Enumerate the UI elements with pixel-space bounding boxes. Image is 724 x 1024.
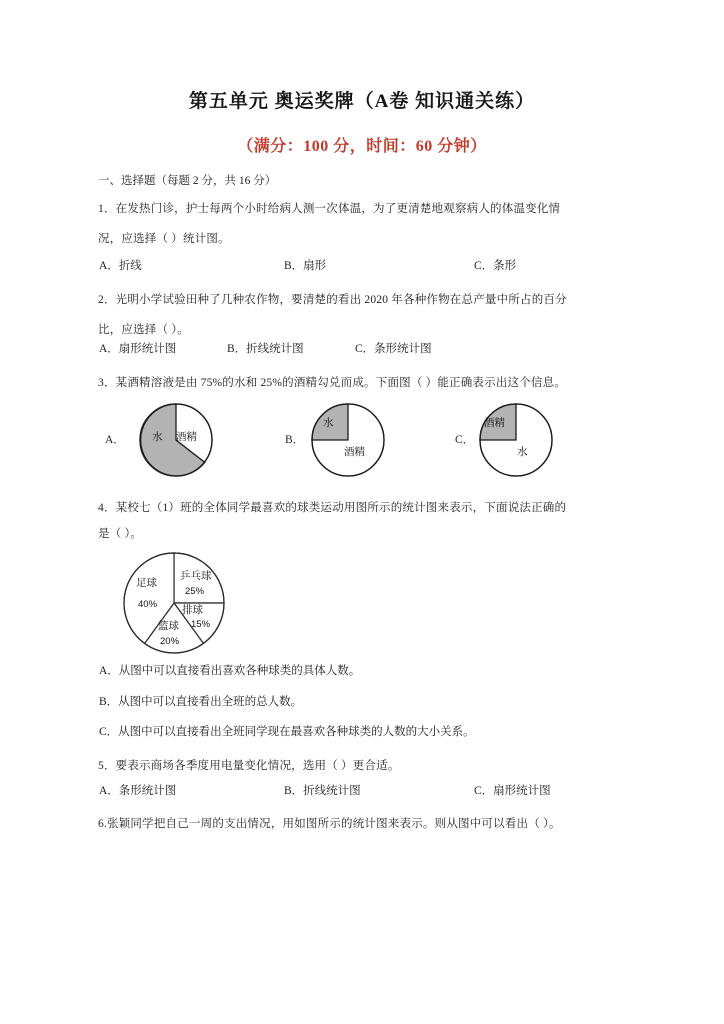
pie-option-c-label-water: 水	[517, 447, 528, 458]
pie-option-b-label-alcohol: 酒精	[344, 447, 365, 458]
question-1-stem-line-1: 1．在发热门诊，护士每两个小时给病人测一次体温，为了更清楚地观察病人的体温变化情	[98, 203, 561, 215]
question-4-stem-line-2: 是（ ）。	[98, 528, 143, 540]
question-5-stem: 5．要表示商场各季度用电量变化情况，选用（ ）更合适。	[98, 760, 400, 772]
question-3-option-c-letter[interactable]: C．	[455, 434, 475, 446]
pie-sports-label-zuqiu: 足球	[136, 578, 157, 589]
pie-sports-label-paiqiu: 排球	[182, 605, 203, 616]
pie-option-b-svg	[310, 402, 386, 478]
pie-sports-pct-zuqiu: 40%	[138, 599, 158, 610]
question-2-option-a[interactable]: A．扇形统计图	[99, 343, 177, 355]
question-4-option-b[interactable]: B．从图中可以直接看出全班的总人数。	[99, 696, 303, 708]
question-2-option-c[interactable]: C．条形统计图	[355, 343, 432, 355]
question-1-option-a[interactable]: A．折线	[99, 260, 142, 272]
question-1-option-c[interactable]: C．条形	[474, 260, 517, 272]
pie-option-c-label-alcohol: 酒精	[484, 418, 505, 429]
pie-option-b-label-water: 水	[323, 418, 334, 429]
question-5-option-a[interactable]: A．条形统计图	[99, 785, 177, 797]
question-5-option-b[interactable]: B．折线统计图	[284, 785, 361, 797]
question-3-option-a-letter[interactable]: A．	[105, 434, 125, 446]
pie-option-c-svg	[478, 402, 554, 478]
section-heading: 一、选择题（每题 2 分，共 16 分）	[98, 175, 277, 187]
question-5-option-c[interactable]: C．扇形统计图	[474, 785, 551, 797]
question-3-stem: 3．某酒精溶液是由 75%的水和 25%的酒精勾兑而成。下面图（ ）能正确表示出这个信息。	[98, 377, 567, 389]
pie-sports-label-pingpang: 乒乓球	[180, 571, 212, 582]
question-4-stem-line-1: 4．某校七（1）班的全体同学最喜欢的球类运动用图所示的统计图来表示，下面说法正确的	[98, 502, 567, 514]
question-2-stem-line-2: 比，应选择（ ）。	[98, 324, 189, 336]
question-4-option-c[interactable]: C．从图中可以直接看出全班同学现在最喜欢各种球类的人数的大小关系。	[99, 726, 475, 738]
question-2-stem-line-1: 2．光明小学试验田种了几种农作物，要清楚的看出 2020 年各种作物在总产量中所占的百分	[98, 294, 567, 306]
question-2-option-b[interactable]: B．折线统计图	[227, 343, 304, 355]
pie-chart-option-c	[478, 402, 554, 478]
question-1-option-b[interactable]: B．扇形	[284, 260, 327, 272]
pie-sports-pct-pingpang: 25%	[185, 586, 205, 597]
pie-sports-pct-lanqiu: 20%	[160, 636, 180, 647]
pie-sports-label-lanqiu: 篮球	[158, 621, 179, 632]
question-3-option-b-letter[interactable]: B．	[285, 434, 305, 446]
question-1-stem-line-2: 况，应选择（ ）统计图。	[98, 233, 230, 245]
page-title: 第五单元 奥运奖牌（A卷 知识通关练）	[188, 91, 536, 112]
question-4-option-a[interactable]: A．从图中可以直接看出喜欢各种球类的具体人数。	[99, 665, 361, 677]
pie-chart-sports	[122, 551, 226, 655]
pie-sports-pct-paiqiu: 15%	[191, 619, 211, 630]
pie-chart-option-a	[138, 402, 214, 478]
pie-chart-option-b	[310, 402, 386, 478]
question-6-stem: 6.张颖同学把自己一周的支出情况，用如图所示的统计图来表示。则从图中可以看出（ ）。	[98, 818, 561, 830]
pie-option-a-label-water: 水	[152, 432, 163, 443]
pie-option-a-label-alcohol: 酒精	[176, 432, 197, 443]
page-subtitle: （满分：100 分，时间：60 分钟）	[237, 138, 487, 155]
